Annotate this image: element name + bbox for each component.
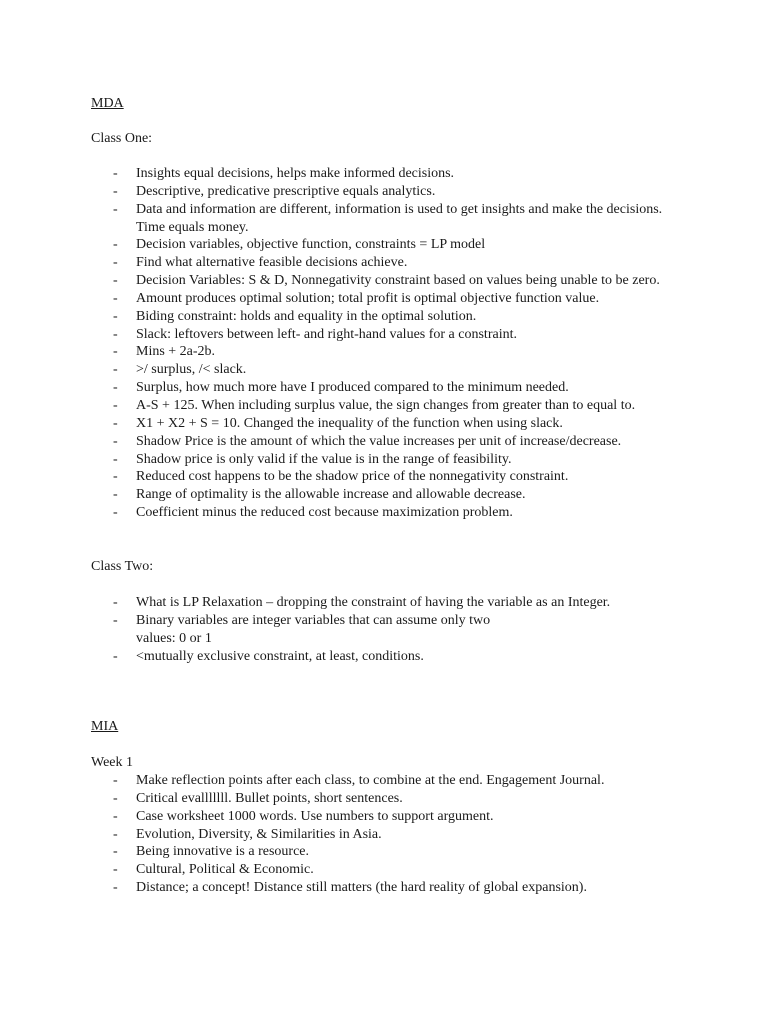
list-item [0,808,768,826]
list-item-text: Make reflection points after each class, to combine at the end. Engagement Journal. [136,773,605,788]
list-item-text: Case worksheet 1000 words. Use numbers to support argument. [136,808,494,824]
class-two-label: Class Two: [91,559,154,574]
list-item [0,843,768,861]
list-item-text: Shadow price is only valid if the value is in the range of feasibility. [136,451,512,467]
bullet-dash: - [113,166,118,181]
list-item-text: Insights equal decisions, helps make informed decisions. [136,166,455,181]
list-item [0,397,768,415]
list-item-text: >/ surplus, /< slack. [136,362,247,378]
class-one-list [0,165,768,522]
bullet-dash: - [113,415,118,431]
bullet-dash: - [113,433,118,449]
bullet-dash: - [113,595,118,610]
bullet-dash: - [113,451,118,467]
list-item-text: A-S + 125. When including surplus value, the sign changes from greater than to equal to. [136,397,636,413]
list-item-text: Being innovative is a resource. [136,844,310,860]
bullet-dash: - [113,397,118,413]
bullet-dash: - [113,773,118,788]
list-item-text: Surplus, how much more have I produced compared to the minimum needed. [136,380,569,396]
bullet-dash: - [113,880,118,896]
week-one-list [0,772,768,897]
list-item [0,648,768,666]
bullet-dash: - [113,505,118,521]
class-one-label: Class One: [91,131,153,146]
bullet-dash: - [113,344,118,360]
bullet-dash: - [113,487,118,503]
list-item [0,272,768,290]
list-item-text: Shadow Price is the amount of which the value increases per unit of increase/decrease. [136,433,622,449]
list-item [0,415,768,433]
bullet-dash: - [113,648,118,664]
week-one-label: Week 1 [91,755,134,770]
bullet-dash: - [113,273,118,289]
list-item [0,361,768,379]
list-item [0,504,768,522]
bullet-dash: - [113,308,118,324]
list-item [0,326,768,344]
list-item [0,772,768,790]
list-item-text: Range of optimality is the allowable increase and allowable decrease. [136,487,526,503]
list-item-text: Binary variables are integer variables that can assume only two values: 0 or 1 [136,612,491,646]
section-title-mda: MDA [91,96,124,111]
bullet-dash: - [113,326,118,342]
class-two-list [0,594,768,665]
bullet-dash: - [113,237,118,253]
list-item [0,790,768,808]
list-item-text: Mins + 2a-2b. [136,344,216,360]
list-item-text: Data and information are different, information is used to get insights and make the decisions. Time equals money. [136,201,663,235]
list-item [0,433,768,451]
bullet-dash: - [113,183,118,199]
bullet-dash: - [113,380,118,396]
list-item-text: Coefficient minus the reduced cost because maximization problem. [136,505,513,521]
list-item-text: What is LP Relaxation – dropping the constraint of having the variable as an Integer. [136,595,611,610]
list-item-text: Biding constraint: holds and equality in the optimal solution. [136,308,477,324]
bullet-dash: - [113,844,118,860]
list-item-text: Reduced cost happens to be the shadow price of the nonnegativity constraint. [136,469,569,485]
list-item-text: X1 + X2 + S = 10. Changed the inequality of the function when using slack. [136,415,563,431]
list-item-text: Descriptive, predicative prescriptive equals analytics. [136,183,436,199]
list-item [0,290,768,308]
list-item [0,879,768,897]
bullet-dash: - [113,808,118,824]
list-item [0,451,768,469]
list-item [0,236,768,254]
list-item-text: Decision Variables: S & D, Nonnegativity constraint based on values being unable to be zero. [136,273,660,289]
bullet-dash: - [113,862,118,878]
list-item-text: Evolution, Diversity, & Similarities in Asia. [136,826,382,842]
bullet-dash: - [113,255,118,271]
list-item-text: Cultural, Political & Economic. [136,862,314,878]
list-item [0,308,768,326]
list-item [0,612,768,648]
list-item-text: <mutually exclusive constraint, at least, conditions. [136,648,424,664]
bullet-dash: - [113,612,118,628]
list-item [0,486,768,504]
section-title-mia: MIA [91,719,119,734]
list-item-text: Distance; a concept! Distance still matters (the hard reality of global expansion). [136,880,587,896]
list-item-text: Slack: leftovers between left- and right-hand values for a constraint. [136,326,517,342]
list-item-text: Find what alternative feasible decisions achieve. [136,255,408,271]
list-item [0,254,768,272]
list-item [0,183,768,201]
bullet-dash: - [113,469,118,485]
bullet-dash: - [113,290,118,306]
bullet-dash: - [113,362,118,378]
list-item-text: Decision variables, objective function, constraints = LP model [136,237,486,253]
bullet-dash: - [113,790,118,806]
list-item [0,826,768,844]
bullet-dash: - [113,201,118,217]
list-item [0,861,768,879]
list-item [0,165,768,183]
list-item [0,594,768,612]
list-item [0,468,768,486]
list-item [0,343,768,361]
list-item [0,201,768,237]
list-item-text: Critical evalllllll. Bullet points, short sentences. [136,790,403,806]
list-item [0,379,768,397]
list-item-text: Amount produces optimal solution; total profit is optimal objective function value. [136,290,600,306]
bullet-dash: - [113,826,118,842]
